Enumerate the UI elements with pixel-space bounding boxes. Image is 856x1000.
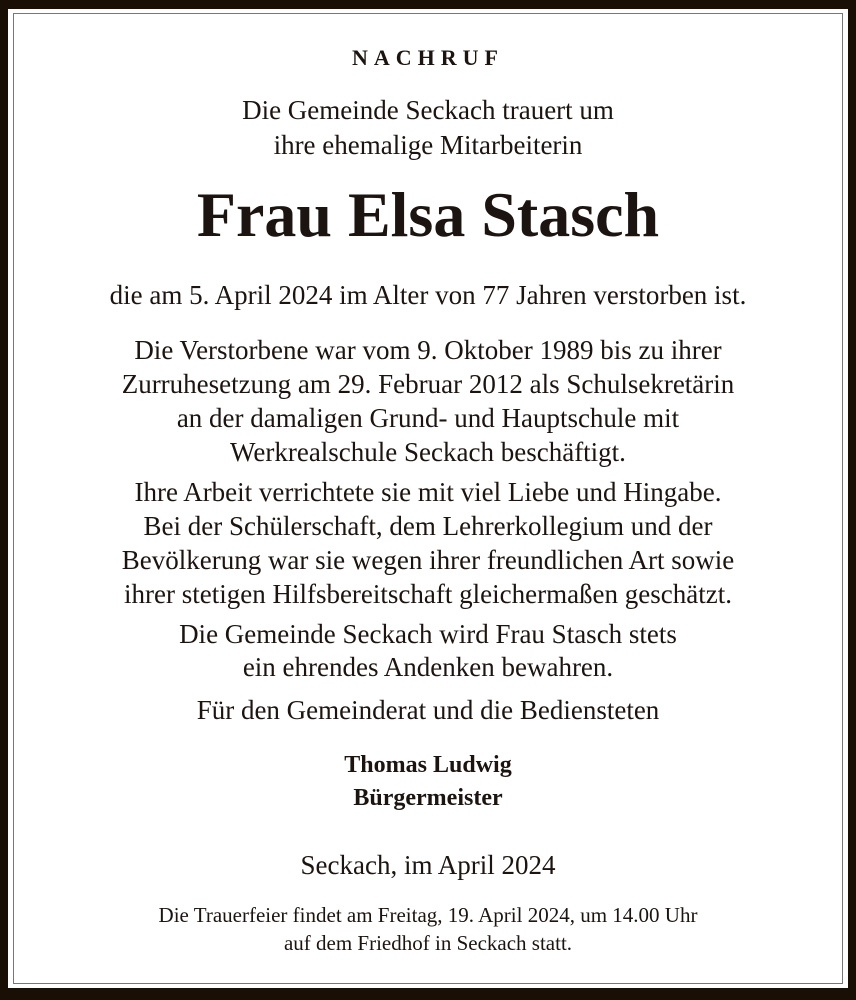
paragraph2-line: ihrer stetigen Hilfsbereitschaft gleichermaßen geschätzt.: [124, 579, 732, 609]
heading: NACHRUF: [352, 45, 504, 70]
paragraph1-line: Zurruhesetzung am 29. Februar 2012 als Schulsekretärin: [121, 369, 735, 399]
paragraph3-line: Die Gemeinde Seckach wird Frau Stasch stets: [179, 619, 677, 649]
deceased-name: Frau Elsa Stasch: [196, 179, 660, 250]
paragraph1-line: an der damaligen Grund- und Hauptschule mit: [176, 403, 680, 433]
paragraph2-line: Bei der Schülerschaft, dem Lehrerkollegium und der: [143, 511, 713, 541]
intro-line: ihre ehemalige Mitarbeiterin: [273, 130, 583, 160]
paragraph2-line: Ihre Arbeit verrichtete sie mit viel Liebe und Hingabe.: [134, 477, 722, 507]
signer-name: Thomas Ludwig: [344, 752, 512, 778]
funeral-line: auf dem Friedhof in Seckach statt.: [283, 931, 573, 955]
paragraph1-line: Die Verstorbene war vom 9. Oktober 1989 bis zu ihrer: [134, 335, 722, 365]
signer-title: Bürgermeister: [353, 785, 503, 811]
intro-line: Die Gemeinde Seckach trauert um: [242, 95, 614, 125]
death-line: die am 5. April 2024 im Alter von 77 Jahren verstorben ist.: [109, 280, 747, 310]
funeral-line: Die Trauerfeier findet am Freitag, 19. April 2024, um 14.00 Uhr: [158, 903, 698, 927]
paragraph1-line: Werkrealschule Seckach beschäftigt.: [230, 437, 626, 467]
paragraph2-line: Bevölkerung war sie wegen ihrer freundlichen Art sowie: [121, 545, 735, 575]
on-behalf-line: Für den Gemeinderat und die Bediensteten: [196, 695, 660, 725]
paragraph3-line: ein ehrendes Andenken bewahren.: [242, 652, 614, 682]
place-date: Seckach, im April 2024: [300, 850, 556, 880]
